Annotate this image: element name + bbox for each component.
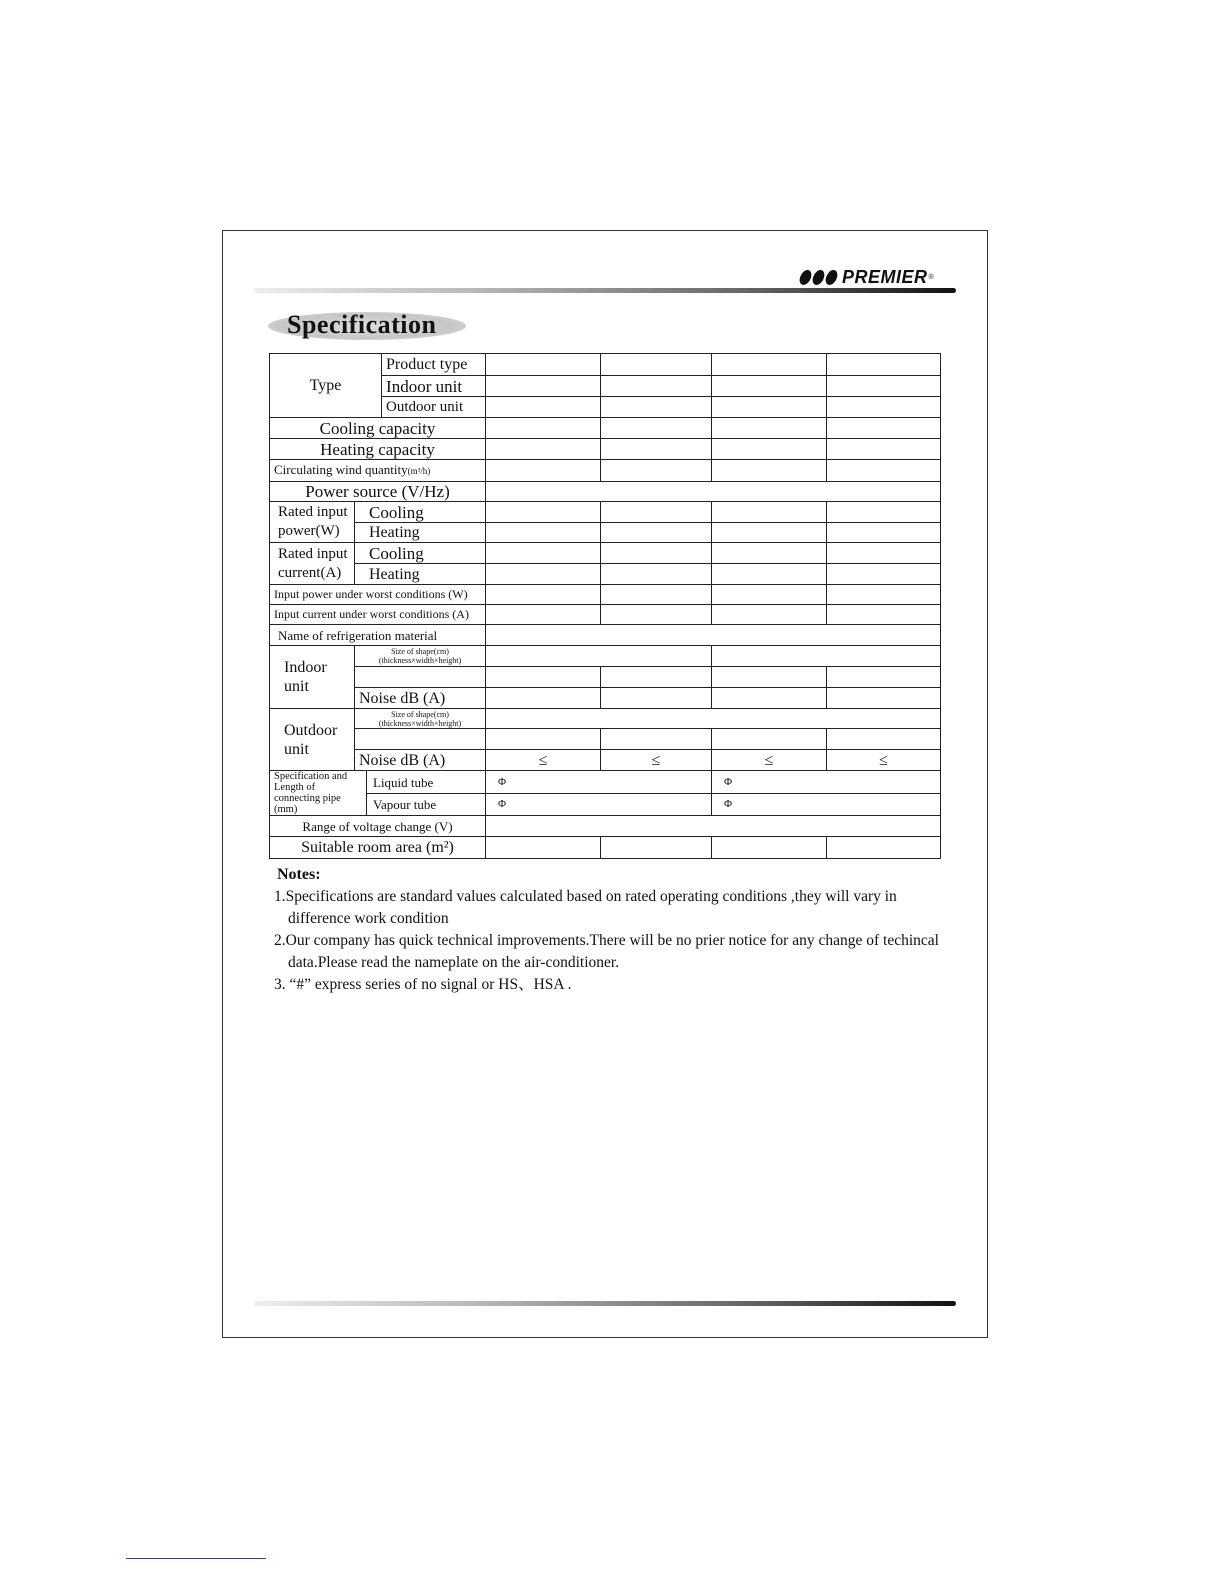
cell xyxy=(601,460,712,482)
cell xyxy=(486,688,601,709)
cell xyxy=(827,543,941,564)
cell xyxy=(601,397,712,418)
cell xyxy=(355,729,486,750)
noise-le-symbol: ≤ xyxy=(601,750,712,771)
cell xyxy=(827,418,941,439)
cell xyxy=(601,523,712,543)
outdoor-section-label: Outdoor unit xyxy=(270,709,355,771)
cell xyxy=(827,354,941,376)
product-type-label: Product type xyxy=(382,354,486,376)
cell xyxy=(486,418,601,439)
type-label: Type xyxy=(270,354,382,418)
cell xyxy=(486,543,601,564)
rated-current-heating-label: Heating xyxy=(355,564,486,585)
cell xyxy=(486,354,601,376)
cell xyxy=(601,585,712,605)
cell xyxy=(486,397,601,418)
liquid-phi: Φ xyxy=(486,771,712,794)
note-item: 3. “#” express series of no signal or HS、HSA . xyxy=(274,976,572,993)
page-title: Specification xyxy=(287,310,437,339)
cell xyxy=(712,502,827,523)
cell xyxy=(601,439,712,460)
cell xyxy=(486,646,712,667)
cell xyxy=(486,482,941,502)
outdoor-unit-label: Outdoor unit xyxy=(382,397,486,418)
logo-dots-icon xyxy=(800,270,837,285)
noise-le-symbol: ≤ xyxy=(486,750,601,771)
cell xyxy=(827,523,941,543)
cell xyxy=(827,564,941,585)
cell xyxy=(712,688,827,709)
cell xyxy=(601,837,712,859)
voltage-range-label: Range of voltage change (V) xyxy=(270,816,486,837)
rated-input-power-label: Rated input power(W) xyxy=(270,502,355,543)
cell xyxy=(712,460,827,482)
cell xyxy=(601,564,712,585)
cell xyxy=(712,837,827,859)
cell xyxy=(712,585,827,605)
outdoor-size-label: Size of shape(cm) (thickness×width×height) xyxy=(355,709,486,729)
worst-current-label: Input current under worst conditions (A) xyxy=(270,605,486,625)
cell xyxy=(601,543,712,564)
liquid-phi: Φ xyxy=(712,771,941,794)
indoor-unit-label: Indoor unit xyxy=(382,376,486,397)
outdoor-noise-label: Noise dB (A) xyxy=(355,750,486,771)
cell xyxy=(486,625,941,646)
section-heading xyxy=(268,312,466,340)
noise-le-symbol: ≤ xyxy=(827,750,941,771)
cell xyxy=(601,354,712,376)
cell xyxy=(486,460,601,482)
brand-reg: ® xyxy=(928,273,934,281)
rated-input-current-label: Rated input current(A) xyxy=(270,543,355,585)
liquid-tube-label: Liquid tube xyxy=(367,771,486,794)
cell xyxy=(712,376,827,397)
cell xyxy=(486,585,601,605)
cell xyxy=(601,605,712,625)
cell xyxy=(827,376,941,397)
cell xyxy=(486,564,601,585)
worst-power-label: Input power under worst conditions (W) xyxy=(270,585,486,605)
cell xyxy=(827,585,941,605)
cell xyxy=(827,397,941,418)
cell xyxy=(712,397,827,418)
noise-le-symbol: ≤ xyxy=(712,750,827,771)
cell xyxy=(486,439,601,460)
note-item: 1.Specifications are standard values calculated based on rated operating conditions ,they will vary in difference work condition xyxy=(274,888,897,927)
cell xyxy=(486,709,941,729)
cell xyxy=(486,667,601,688)
indoor-section-label: Indoor unit xyxy=(270,646,355,709)
brand-name: PREMIER xyxy=(842,266,928,287)
cell xyxy=(712,418,827,439)
rated-current-cooling-label: Cooling xyxy=(355,543,486,564)
spec-table xyxy=(269,353,941,859)
room-area-label: Suitable room area (m²) xyxy=(270,837,486,859)
indoor-noise-label: Noise dB (A) xyxy=(355,688,486,709)
cell xyxy=(827,729,941,750)
cell xyxy=(712,564,827,585)
cell xyxy=(827,502,941,523)
cell xyxy=(486,502,601,523)
vapour-tube-label: Vapour tube xyxy=(367,794,486,816)
cell xyxy=(827,605,941,625)
brand-logo xyxy=(800,266,934,288)
cell xyxy=(355,667,486,688)
cell xyxy=(601,418,712,439)
pipe-spec-label: Specification and Length of connecting pipe (mm) xyxy=(270,771,367,816)
cell xyxy=(712,523,827,543)
footnote-rule xyxy=(126,1558,266,1559)
vapour-phi: Φ xyxy=(486,794,712,816)
cell xyxy=(601,502,712,523)
cell xyxy=(712,729,827,750)
cell xyxy=(486,816,941,837)
cell xyxy=(486,376,601,397)
cell xyxy=(486,837,601,859)
indoor-size-label: Size of shape(cm) (thickness×width×height) xyxy=(355,646,486,667)
circulating-wind-text: Circulating wind quantity xyxy=(274,462,408,477)
cell xyxy=(827,667,941,688)
cell xyxy=(601,376,712,397)
note-item: 2.Our company has quick technical improvements.There will be no prier notice for any change of techincal data.Please read the nameplate on the air-conditioner. xyxy=(274,932,939,971)
cell xyxy=(486,605,601,625)
cell xyxy=(601,667,712,688)
vapour-phi: Φ xyxy=(712,794,941,816)
power-source-label: Power source (V/Hz) xyxy=(270,482,486,502)
cell xyxy=(486,523,601,543)
cell xyxy=(712,605,827,625)
circulating-wind-unit: (m³/h) xyxy=(407,466,431,476)
cell xyxy=(827,460,941,482)
cooling-capacity-label: Cooling capacity xyxy=(270,418,486,439)
circulating-wind-label xyxy=(270,460,486,482)
notes-title: Notes: xyxy=(277,866,321,883)
notes-section xyxy=(272,864,952,996)
cell xyxy=(712,646,941,667)
refrigerant-label: Name of refrigeration material xyxy=(270,625,486,646)
cell xyxy=(712,543,827,564)
cell xyxy=(601,729,712,750)
rated-power-cooling-label: Cooling xyxy=(355,502,486,523)
header-rule xyxy=(254,288,956,293)
cell xyxy=(827,439,941,460)
cell xyxy=(712,439,827,460)
cell xyxy=(601,688,712,709)
cell xyxy=(827,688,941,709)
rated-power-heating-label: Heating xyxy=(355,523,486,543)
heating-capacity-label: Heating capacity xyxy=(270,439,486,460)
cell xyxy=(712,667,827,688)
cell xyxy=(712,354,827,376)
cell xyxy=(827,837,941,859)
footer-rule xyxy=(254,1301,956,1306)
cell xyxy=(486,729,601,750)
